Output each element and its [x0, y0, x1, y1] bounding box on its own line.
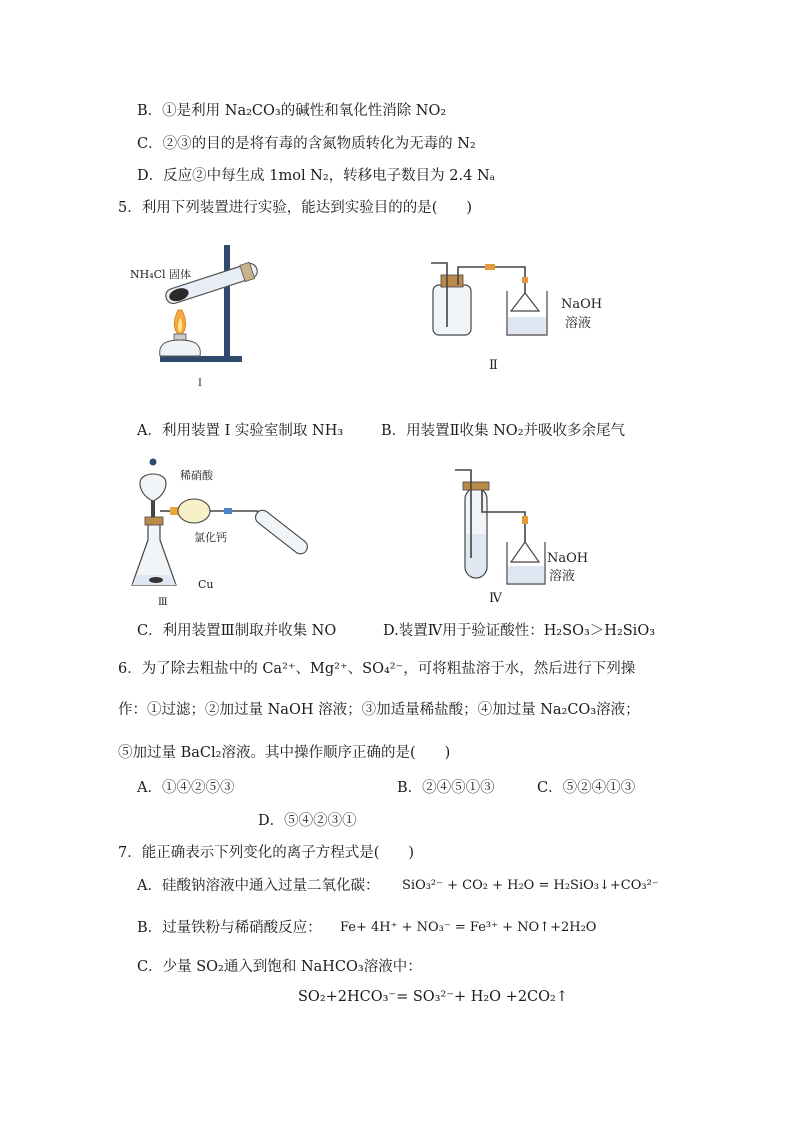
apparatus-1-figure	[120, 240, 270, 390]
apparatus-4-figure	[445, 462, 605, 612]
q4-option-b: B．①是利用 Na₂CO₃的碱性和氧化性消除 NO₂	[137, 103, 447, 119]
q5-option-c: C．利用装置Ⅲ制取并收集 NO	[137, 623, 337, 639]
calcium-chloride-label: 氯化钙	[194, 531, 227, 544]
q7-option-a-equation: SiO₃²⁻ + CO₂ + H₂O = H₂SiO₃↓+CO₃²⁻	[402, 878, 659, 893]
apparatus-2-figure	[425, 255, 625, 375]
q5-option-d: D.装置Ⅳ用于验证酸性：H₂SO₃＞H₂SiO₃	[383, 623, 656, 639]
naoh-label: NaOH	[561, 297, 603, 312]
q6-stem-line2: 作：①过滤；②加过量 NaOH 溶液；③加适量稀盐酸；④加过量 Na₂CO₃溶液；	[118, 702, 640, 718]
q5-option-b: B．用装置Ⅱ收集 NO₂并吸收多余尾气	[381, 423, 626, 439]
q6-stem-line1: 6．为了除去粗盐中的 Ca²⁺、Mg²⁺、SO₄²⁻，可将粗盐溶于水，然后进行下列操	[118, 661, 636, 677]
q4-option-d: D．反应②中每生成 1mol N₂，转移电子数目为 2.4 Nₐ	[137, 168, 496, 184]
copper-label: Cu	[198, 578, 214, 591]
apparatus-3-roman: Ⅲ	[158, 597, 168, 608]
q6-option-b: B．②④⑤①③	[397, 780, 495, 796]
dilute-nitric-acid-label: 稀硝酸	[180, 469, 213, 482]
apparatus-2-roman: Ⅱ	[489, 358, 498, 373]
q5-option-a: A．利用装置 I 实验室制取 NH₃	[137, 423, 344, 439]
q6-option-a: A．①④②⑤③	[137, 780, 235, 796]
apparatus-3-figure	[118, 455, 308, 610]
q6-option-c: C．⑤②④①③	[537, 780, 636, 796]
q7-stem: 7．能正确表示下列变化的离子方程式是( )	[118, 845, 415, 861]
apparatus-4-roman: Ⅳ	[489, 591, 502, 606]
q4-option-c: C．②③的目的是将有毒的含氮物质转化为无毒的 N₂	[137, 136, 476, 152]
q6-stem-line3: ⑤加过量 BaCl₂溶液。其中操作顺序正确的是( )	[118, 745, 451, 761]
q7-option-c-text: C．少量 SO₂通入到饱和 NaHCO₃溶液中：	[137, 959, 422, 975]
q7-option-b-text: B．过量铁粉与稀硝酸反应：	[137, 920, 322, 936]
q7-option-a-text: A．硅酸钠溶液中通入过量二氧化碳：	[137, 878, 380, 894]
nh4cl-solid-label: NH₄Cl 固体	[130, 268, 192, 281]
solution-label-2: 溶液	[549, 569, 576, 584]
q6-option-d: D．⑤④②③①	[258, 813, 357, 829]
q7-option-c-equation: SO₂+2HCO₃⁻= SO₃²⁻+ H₂O +2CO₂↑	[298, 989, 568, 1005]
naoh-label-2: NaOH	[547, 551, 589, 566]
q7-option-b-equation: Fe+ 4H⁺ + NO₃⁻ = Fe³⁺ + NO↑+2H₂O	[340, 920, 597, 935]
solution-label: 溶液	[565, 316, 592, 331]
apparatus-1-roman: I	[198, 378, 202, 389]
q5-stem: 5．利用下列装置进行实验，能达到实验目的的是( )	[118, 200, 473, 216]
